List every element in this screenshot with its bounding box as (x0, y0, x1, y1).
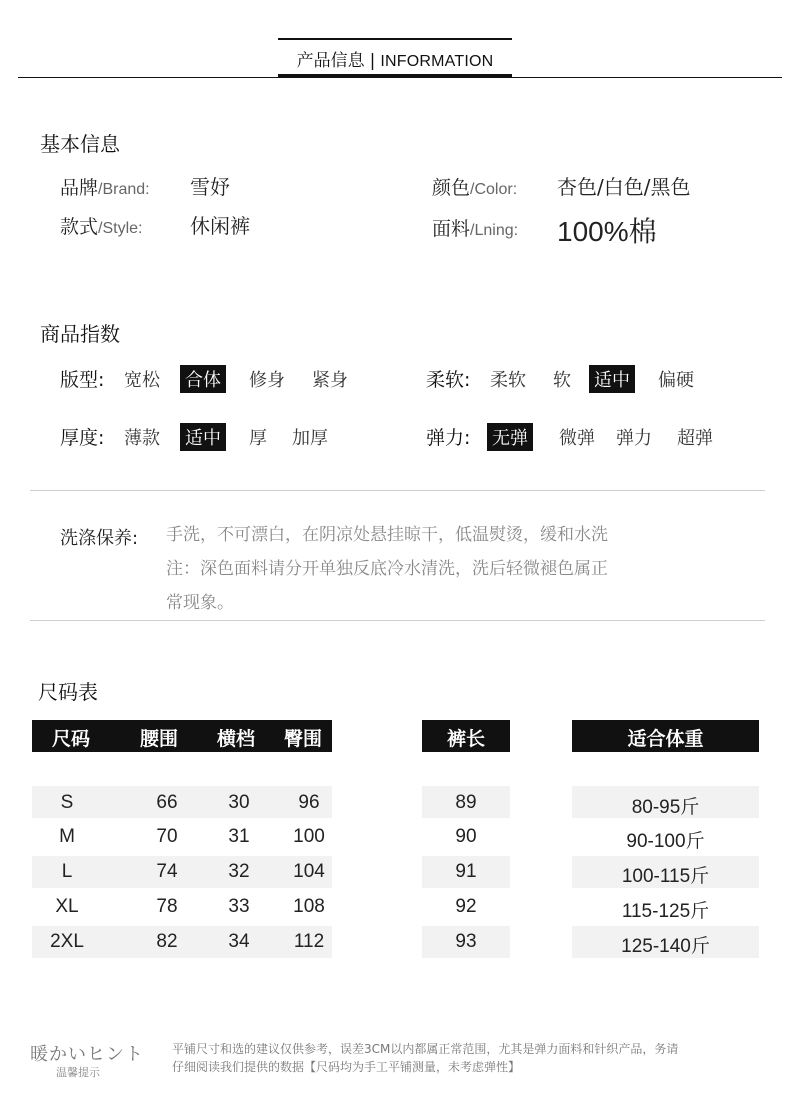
fabric-label-en: /Lning: (470, 222, 519, 239)
thick-option-thin: 薄款 (124, 428, 160, 449)
color-label-en: /Color: (470, 181, 518, 198)
fit-option-tight: 紧身 (312, 370, 348, 391)
tip-logo: 暖かいヒント (30, 1044, 144, 1065)
table-cell: 115-125斤 (621, 901, 710, 922)
tip-line-1: 平铺尺寸和选的建议仅供参考，误差3CM以内都属正常范围，尤其是弹力面料和针织产品，务请 (172, 1042, 679, 1056)
table-cell: 82 (156, 931, 178, 952)
thick-option-thick: 厚 (249, 428, 267, 449)
fabric-label (432, 214, 518, 241)
table-cell: 34 (228, 931, 250, 952)
softness-label: 柔软: (426, 369, 471, 391)
divider-bottom (30, 620, 765, 621)
tip-subtitle: 温馨提示 (56, 1066, 100, 1079)
fit-label: 版型: (60, 369, 105, 391)
color-label-cn: 颜色 (432, 177, 471, 199)
table-cell: 96 (298, 792, 320, 813)
thick-option-extra-thick: 加厚 (292, 428, 328, 449)
table-cell: 125-140斤 (621, 936, 710, 957)
table-cell: XL (55, 896, 79, 917)
fabric-label-cn: 面料 (432, 218, 471, 240)
header-length: 裤长 (446, 728, 485, 750)
table-cell: 100-115斤 (621, 866, 710, 887)
elastic-option-stretch: 弹力 (616, 428, 652, 449)
header-size: 尺码 (51, 728, 90, 750)
style-value: 休闲裤 (190, 214, 250, 238)
care-line-2: 注：深色面料请分开单独反底冷水清洗，洗后轻微褪色属正 (166, 559, 608, 579)
table-cell: S (60, 792, 74, 813)
table-cell: 66 (156, 792, 178, 813)
thickness-label: 厚度: (60, 427, 105, 449)
soft-option-softish: 软 (553, 370, 571, 391)
care-line-1: 手洗，不可漂白，在阴凉处悬挂晾干，低温熨烫，缓和水洗 (166, 525, 608, 545)
care-label: 洗涤保养: (60, 528, 139, 549)
size-table-heading: 尺码表 (38, 680, 98, 704)
table-cell: 78 (156, 896, 178, 917)
table-cell: 90-100斤 (626, 831, 705, 852)
fit-option-regular-selected: 合体 (180, 365, 226, 393)
brand-label-cn: 品牌 (60, 177, 99, 199)
care-text (166, 518, 706, 620)
thick-option-medium-selected: 适中 (180, 423, 226, 451)
title-separator: | (369, 51, 376, 71)
soft-option-hard: 偏硬 (658, 370, 694, 391)
table-cell: L (61, 861, 73, 882)
title-cn: 产品信息 (296, 51, 365, 71)
fit-option-loose: 宽松 (124, 370, 160, 391)
elasticity-label: 弹力: (426, 427, 471, 449)
header-top-rule (278, 38, 512, 40)
table-cell: 32 (228, 861, 250, 882)
basic-info-heading: 基本信息 (40, 132, 120, 156)
page-title (0, 46, 790, 71)
fit-option-slim: 修身 (249, 370, 285, 391)
table-cell: 70 (156, 826, 178, 847)
table-cell: 100 (293, 826, 325, 847)
brand-label (60, 173, 150, 200)
table-cell: 31 (228, 826, 250, 847)
header-hip: 臀围 (283, 728, 322, 750)
style-label-en: /Style: (98, 220, 143, 237)
table-cell: 108 (293, 896, 325, 917)
brand-label-en: /Brand: (98, 181, 150, 198)
table-cell: 90 (455, 826, 477, 847)
soft-option-medium-selected: 适中 (589, 365, 635, 393)
table-cell: 92 (455, 896, 477, 917)
table-cell: 89 (455, 792, 477, 813)
table-cell: 74 (156, 861, 178, 882)
color-value: 杏色/白色/黑色 (557, 175, 691, 199)
table-cell: 80-95斤 (631, 797, 700, 818)
header-waist: 腰围 (139, 728, 178, 750)
elastic-option-super: 超弹 (677, 428, 713, 449)
table-cell: M (59, 826, 75, 847)
table-cell: 93 (455, 931, 477, 952)
header-weight: 适合体重 (627, 728, 704, 750)
style-label-cn: 款式 (60, 216, 99, 238)
header-crotch: 横档 (216, 728, 255, 750)
table-cell: 2XL (50, 931, 84, 952)
color-label (432, 173, 517, 200)
header-bold-rule (278, 74, 512, 77)
elastic-option-none-selected: 无弹 (487, 423, 533, 451)
table-cell: 112 (293, 931, 325, 952)
style-label (60, 212, 142, 239)
table-cell: 33 (228, 896, 250, 917)
table-cell: 104 (293, 861, 325, 882)
elastic-option-slight: 微弹 (559, 428, 595, 449)
fabric-value: 100%棉 (557, 216, 657, 247)
brand-value: 雪妤 (190, 175, 230, 199)
product-index-heading: 商品指数 (40, 322, 120, 346)
title-en: INFORMATION (380, 53, 494, 70)
care-line-3: 常现象。 (166, 593, 234, 613)
table-cell: 91 (455, 861, 477, 882)
tip-line-2: 仔细阅读我们提供的数据【尺码均为手工平铺测量，未考虑弹性】 (172, 1060, 521, 1074)
soft-option-soft: 柔软 (490, 370, 526, 391)
header-line (18, 77, 782, 78)
divider-top (30, 490, 765, 491)
table-cell: 30 (228, 792, 250, 813)
